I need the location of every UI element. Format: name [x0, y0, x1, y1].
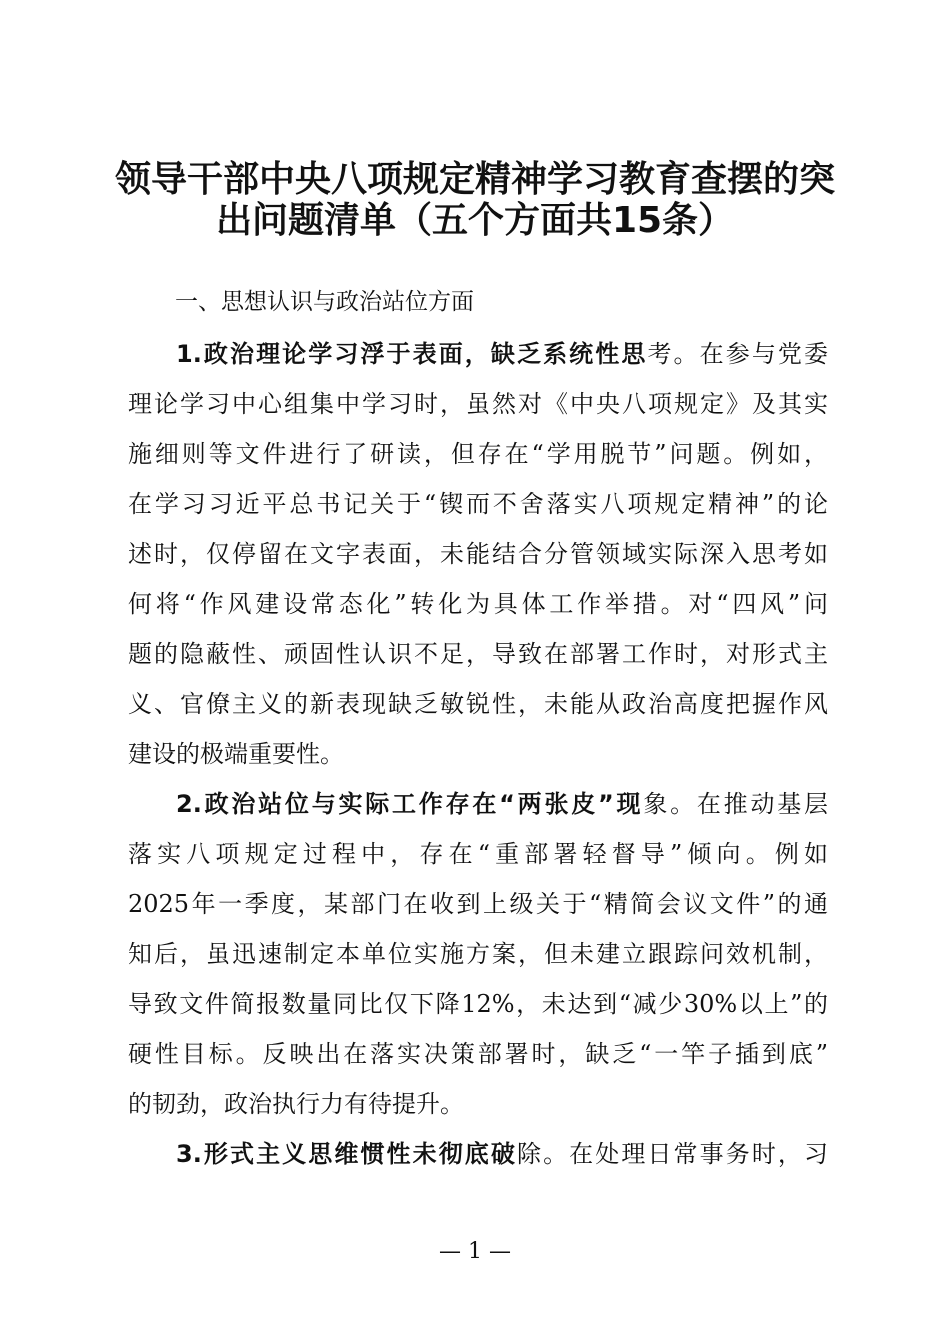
paragraph-1-line-9: 建设的极端重要性。	[128, 740, 344, 768]
paragraph-1-line-6: 何将“作风建设常态化”转化为具体工作举措。对“四风”问	[128, 590, 828, 618]
paragraph-2-line-7: 的韧劲，政治执行力有待提升。	[128, 1090, 464, 1118]
paragraph-1-heading: 1.政治理论学习浮于表面，缺乏系统性思	[176, 340, 648, 368]
paragraph-2-line-2: 落实八项规定过程中，存在“重部署轻督导”倾向。例如	[128, 840, 828, 868]
paragraph-1-line-1: 1.政治理论学习浮于表面，缺乏系统性思考。在参与党委	[176, 340, 828, 368]
document-title-line-2: 出问题清单（五个方面共15条）	[215, 200, 735, 241]
paragraph-1-line-7: 题的隐蔽性、顽固性认识不足，导致在部署工作时，对形式主	[128, 640, 828, 668]
paragraph-3-line-1: 3.形式主义思维惯性未彻底破除。在处理日常事务时，习	[176, 1140, 828, 1168]
paragraph-1-line-8: 义、官僚主义的新表现缺乏敏锐性，未能从政治高度把握作风	[128, 690, 828, 718]
paragraph-2-line-1: 2.政治站位与实际工作存在“两张皮”现象。在推动基层	[176, 790, 828, 818]
page-number: — 1 —	[439, 1239, 511, 1264]
paragraph-2-heading: 2.政治站位与实际工作存在“两张皮”现	[176, 790, 644, 818]
paragraph-1-line-5: 述时，仅停留在文字表面，未能结合分管领域实际深入思考如	[128, 540, 828, 568]
paragraph-3-heading: 3.形式主义思维惯性未彻底破	[176, 1140, 517, 1168]
paragraph-2-line-6: 硬性目标。反映出在落实决策部署时，缺乏“一竿子插到底”	[128, 1040, 828, 1068]
paragraph-1-line-4: 在学习习近平总书记关于“锲而不舍落实八项规定精神”的论	[128, 490, 828, 518]
paragraph-1-line-3: 施细则等文件进行了研读，但存在“学用脱节”问题。例如，	[128, 440, 828, 468]
paragraph-1-line-2: 理论学习中心组集中学习时，虽然对《中央八项规定》及其实	[128, 390, 828, 418]
document-title-line-1: 领导干部中央八项规定精神学习教育查摆的突	[114, 159, 835, 200]
paragraph-2-line-3: 2025年一季度，某部门在收到上级关于“精简会议文件”的通	[128, 890, 828, 918]
paragraph-2-line-4: 知后，虽迅速制定本单位实施方案，但未建立跟踪问效机制，	[128, 940, 828, 968]
section-heading: 一、思想认识与政治站位方面	[175, 289, 474, 315]
paragraph-2-line-5: 导致文件简报数量同比仅下降12%，未达到“减少30%以上”的	[128, 990, 828, 1018]
